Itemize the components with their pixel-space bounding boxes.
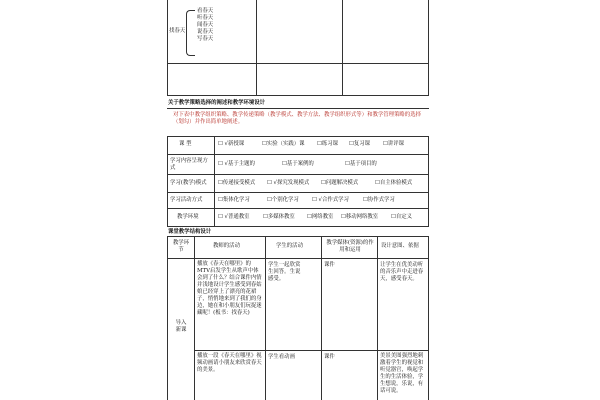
strategy-note: 对下表中教学组织策略、教学传递策略（教学模式、教学方法、教学组织形式等）和教学管理策略的选择（划勾）并作出简单地阐述。 — [173, 112, 421, 125]
brace-items — [197, 8, 213, 43]
design-intent: 让学生在优美动听的音乐声中走进春天，感受春天。 — [380, 262, 424, 282]
strategy-row-label: 学习活动方式 — [170, 197, 203, 203]
option-network-room[interactable]: ☐网络教室 — [307, 214, 334, 220]
strategy-row-label: 教学环境 — [177, 214, 199, 220]
media-usage: 课件 — [324, 262, 335, 268]
option-practice-lab[interactable]: ☐实验（实践）课 — [262, 141, 305, 147]
brace-label: 找春天 — [169, 28, 186, 34]
option-collective[interactable]: ☐集体化学习 — [218, 197, 250, 203]
design-intent: 美景美图强烈地刺激着学生的视觉和听觉器官，唤起学生的生活体验，学生想说，乐说，有话可说。 — [380, 353, 424, 394]
brace-item: 闻春天 — [197, 22, 214, 28]
header-student: 学生的活动 — [276, 243, 303, 249]
option-transmit[interactable]: ☐传递接受模式 — [218, 180, 256, 186]
brace-shape — [186, 10, 195, 56]
option-new-lesson[interactable]: ☐ √新授课 — [218, 141, 245, 147]
strategy-row-label: 课 型 — [179, 141, 192, 147]
brace-item: 看春天 — [197, 8, 214, 14]
structure-heading: 课堂教学结构设计 — [168, 229, 212, 235]
header-teacher: 教师的活动 — [213, 243, 240, 249]
option-individual[interactable]: ☐个别化学习 — [267, 197, 299, 203]
brace-item: 写春天 — [197, 36, 214, 42]
student-activity: 学生一起欣赏生回答。生说感受。 — [268, 262, 301, 282]
teacher-activity: 播放一段《春天在哪里》视频动画请小朋友来欣赏春天的美景。 — [197, 353, 262, 373]
strategy-row-label: 学习内容呈现方式 — [170, 158, 208, 171]
option-problem[interactable]: ☐问题解决模式 — [321, 180, 359, 186]
teacher-activity: 播放《春天在哪里》的MTV启发学生从歌声中体会到了什么？结合课件内情并浅地设计学生感受到春姑娘已经穿上了漂亮的花裙子，悄悄地来到了我们的身边，她在和小朋友们玩捉迷藏呢！(板书：找春天) — [197, 261, 262, 316]
option-exercise[interactable]: ☐练习课 — [317, 141, 339, 147]
header-media: 教学媒体(资源)的作用和运用 — [326, 240, 374, 253]
option-theme[interactable]: ☐ √基于主题的 — [218, 161, 255, 167]
option-self[interactable]: ☐自主体验模式 — [375, 180, 413, 186]
option-cooperative[interactable]: ☐ √合作式学习 — [312, 197, 349, 203]
header-link: 教学环节 — [172, 240, 190, 253]
header-intent: 设计意图、依据 — [381, 243, 419, 249]
brace-item: 说春天 — [197, 29, 214, 35]
option-mobile-room[interactable]: ☐移动网络教室 — [341, 214, 379, 220]
strategy-heading: 关于教学策略选择的阐述和教学环境设计 — [168, 100, 266, 106]
option-project[interactable]: ☐基于项目的 — [345, 161, 377, 167]
option-collaborative[interactable]: ☐协作式学习 — [363, 197, 395, 203]
option-comment[interactable]: ☐讲评课 — [383, 141, 405, 147]
document-page — [167, 0, 429, 400]
strategy-row-label: 学习(教学)模式 — [170, 180, 207, 186]
stage-label: 导入新课 — [175, 320, 187, 333]
media-usage: 课件 — [324, 354, 335, 360]
option-multimedia-room[interactable]: ☐多媒体教室 — [263, 214, 295, 220]
option-case[interactable]: ☐基于案例的 — [282, 161, 314, 167]
option-inquiry[interactable]: ☐ √探究发现模式 — [267, 180, 310, 186]
option-custom[interactable]: ☐自定义 — [391, 214, 413, 220]
option-ordinary-room[interactable]: ☐ √普通教室 — [218, 214, 250, 220]
student-activity: 学生看动画 — [268, 354, 295, 360]
option-review[interactable]: ☐复习课 — [349, 141, 371, 147]
brace-item: 听春天 — [197, 15, 214, 21]
